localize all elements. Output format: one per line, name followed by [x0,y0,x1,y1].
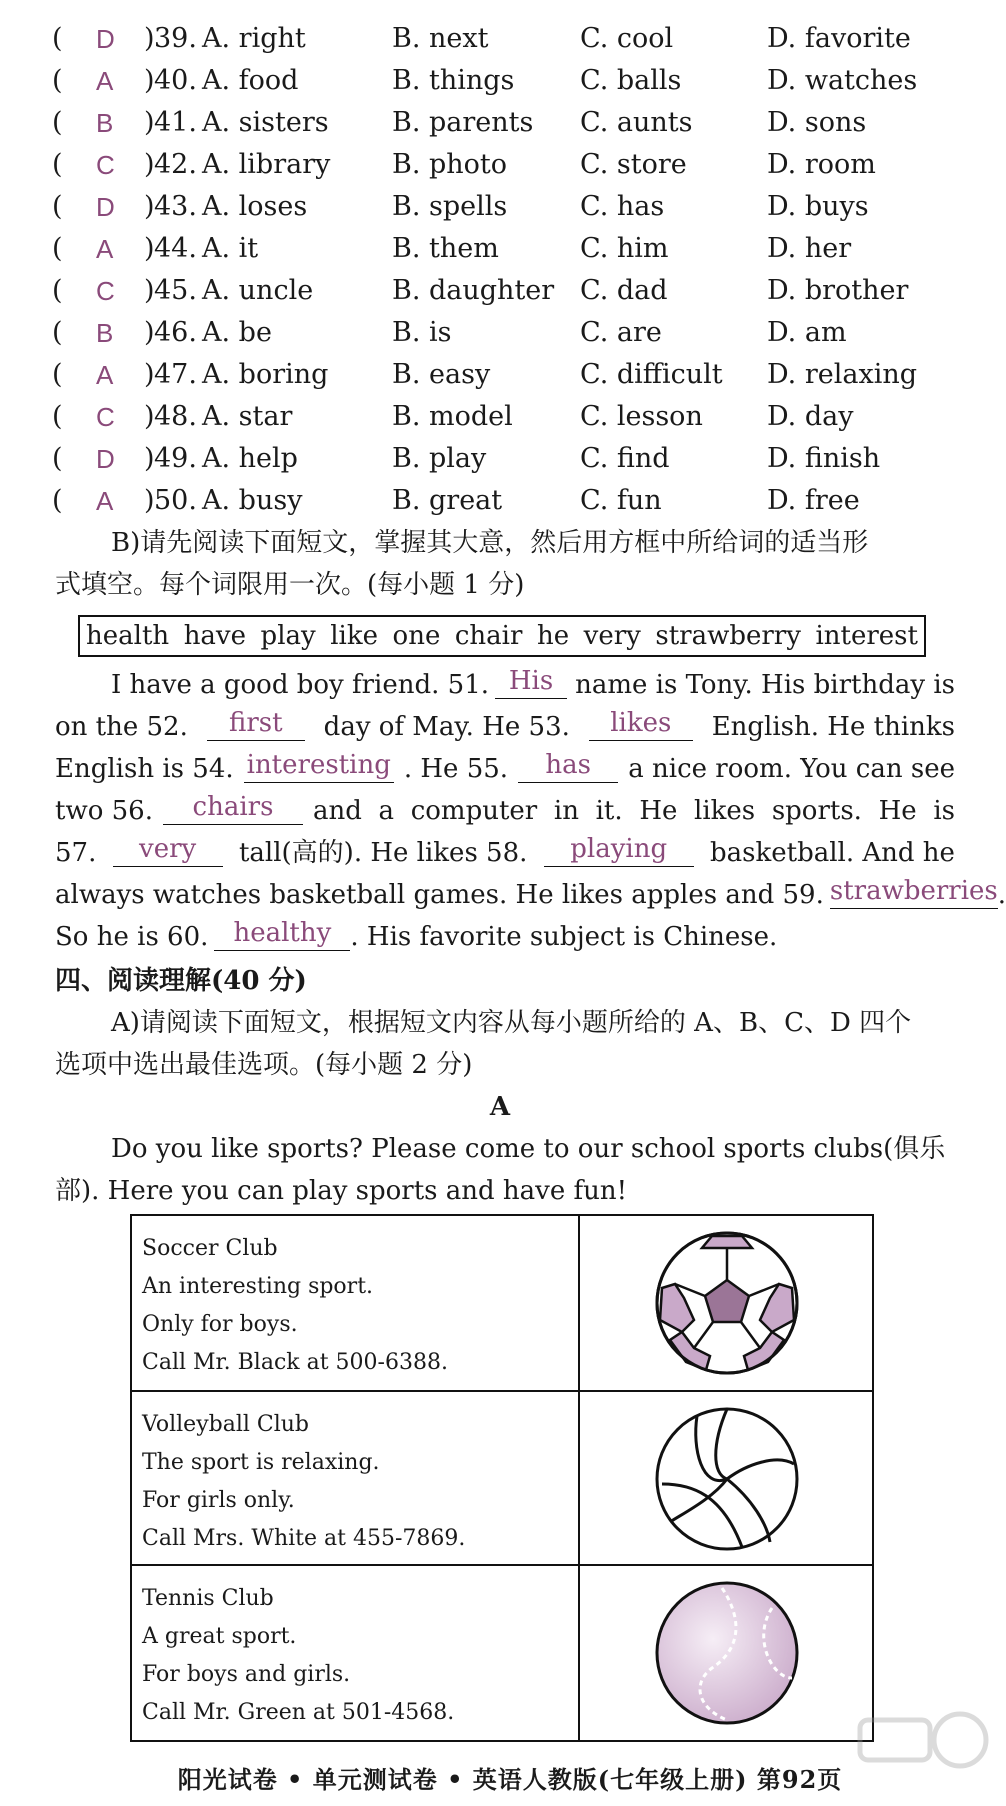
option-b: B. them [392,233,499,264]
option-a: A. library [202,149,331,180]
question-row [52,270,972,312]
question-row [52,144,972,186]
option-d: D. am [767,317,847,348]
question-number: 48. [154,401,197,432]
option-d: D. relaxing [767,359,918,390]
blank-57[interactable]: very [113,832,223,867]
word-box-word: play [260,621,316,651]
club-contact: Call Mr. Black at 500-6388. [142,1350,448,1375]
question-number: 44. [154,233,197,264]
option-b: B. is [392,317,452,348]
option-a: A. boring [202,359,329,390]
passage-letter: A [489,1092,511,1122]
club-name: Soccer Club [142,1236,278,1261]
paren-close: ) [144,149,155,180]
word-box [78,615,926,657]
word-box-word: chair [454,621,523,651]
passage-text: I have a good boy friend. 51. [111,670,490,700]
word-box-word: strawberry [655,621,801,651]
paren-open: ( [52,359,63,390]
paren-open: ( [52,191,63,222]
club-info [142,1406,562,1558]
blank-54[interactable]: interesting [244,748,394,783]
passage-text: on the 52. [55,712,188,742]
answer-letter[interactable]: C [96,150,115,180]
passage-text: a nice room. You can see [628,754,955,784]
passage-text: tall(高的). He likes 58. [238,838,528,868]
blank-58[interactable]: playing [544,832,694,867]
paren-open: ( [52,233,63,264]
passage-text: . He 55. [403,754,509,784]
answer-letter[interactable]: B [96,108,114,138]
question-row [52,18,972,60]
word-box-word: health [86,621,170,651]
paren-open: ( [52,149,63,180]
intro-line1: Do you like sports? Please come to our school sports clubs(俱乐 [111,1134,946,1164]
answer-letter[interactable]: A [96,66,114,96]
watermark-logo-icon [850,1700,990,1800]
paren-close: ) [144,233,155,264]
passage-intro [55,1128,955,1212]
section-four-line2: 选项中选出最佳选项。(每小题 2 分) [55,1050,473,1080]
question-number: 42. [154,149,197,180]
answer-letter[interactable]: A [96,234,114,264]
passage-text: basketball. And he [710,838,955,868]
section-four-title: 四、阅读理解(40 分) [55,966,307,996]
club-name: Volleyball Club [142,1412,310,1437]
option-b: B. model [392,401,513,432]
option-b: B. photo [392,149,508,180]
question-row [52,438,972,480]
section-b-instructions [55,522,955,606]
question-number: 47. [154,359,197,390]
word-box-word: he [536,621,570,651]
answer-letter[interactable]: A [96,360,114,390]
blank-51[interactable]: His [495,664,567,699]
option-b: B. spells [392,191,508,222]
intro-line2: 部). Here you can play sports and have fun! [55,1176,628,1206]
option-b: B. next [392,23,489,54]
option-c: C. him [580,233,669,264]
option-a: A. it [202,233,259,264]
paren-close: ) [144,23,155,54]
clubs-table [130,1214,874,1742]
volleyball-icon [652,1404,802,1554]
option-b: B. parents [392,107,534,138]
passage-text: name is Tony. His birthday is [575,670,955,700]
paren-open: ( [52,485,63,516]
passage-text: English. He thinks [711,712,955,742]
question-row [52,228,972,270]
question-row [52,60,972,102]
word-box-word: one [392,621,441,651]
blank-56[interactable]: chairs [163,790,303,825]
passage-text: 57. [55,838,97,868]
question-number: 41. [154,107,197,138]
answer-letter[interactable]: D [96,192,115,222]
answer-letter[interactable]: A [96,486,114,516]
blank-55[interactable]: has [518,748,618,783]
option-b: B. things [392,65,515,96]
option-c: C. are [580,317,662,348]
question-row [52,480,972,522]
option-c: C. find [580,443,670,474]
option-d: D. finish [767,443,881,474]
paren-open: ( [52,317,63,348]
option-a: A. help [202,443,298,474]
word-box-word: very [583,621,641,651]
club-eligibility: For girls only. [142,1488,295,1513]
paren-open: ( [52,23,63,54]
option-d: D. day [767,401,854,432]
answer-letter[interactable]: C [96,276,115,306]
option-d: D. her [767,233,852,264]
club-name: Tennis Club [142,1586,274,1611]
paren-close: ) [144,317,155,348]
paren-open: ( [52,275,63,306]
club-eligibility: For boys and girls. [142,1662,351,1687]
option-a: A. uncle [202,275,314,306]
passage-text: So he is 60. [55,922,209,952]
option-c: C. balls [580,65,682,96]
option-a: A. be [202,317,272,348]
club-info [142,1580,562,1732]
multiple-choice-list [52,18,972,522]
blank-53[interactable]: likes [589,706,693,741]
option-c: C. difficult [580,359,723,390]
option-a: A. right [202,23,306,54]
paren-close: ) [144,107,155,138]
cloze-passage [55,664,1006,958]
club-info [142,1230,562,1382]
option-a: A. sisters [202,107,329,138]
option-a: A. busy [202,485,303,516]
option-c: C. aunts [580,107,693,138]
club-row-tennis [132,1564,872,1740]
option-c: C. dad [580,275,668,306]
paren-close: ) [144,359,155,390]
passage-text: and a computer in it. He likes sports. He is [312,796,955,826]
option-c: C. lesson [580,401,703,432]
option-c: C. cool [580,23,674,54]
club-description: An interesting sport. [142,1274,374,1299]
question-number: 46. [154,317,197,348]
section-b-line1: B)请先阅读下面短文，掌握其大意，然后用方框中所给词的适当形 [111,528,869,558]
option-a: A. food [202,65,299,96]
paren-close: ) [144,65,155,96]
tennis-ball-icon [652,1578,802,1728]
answer-letter[interactable]: D [96,444,115,474]
section-b-line2: 式填空。每个词限用一次。(每小题 1 分) [55,570,525,600]
question-row [52,102,972,144]
paren-open: ( [52,401,63,432]
option-d: D. watches [767,65,918,96]
soccer-ball-icon [652,1228,802,1378]
option-c: C. fun [580,485,662,516]
passage-text: . [997,880,1006,910]
option-d: D. favorite [767,23,911,54]
option-d: D. buys [767,191,869,222]
paren-open: ( [52,107,63,138]
question-number: 50. [154,485,197,516]
question-number: 43. [154,191,197,222]
option-b: B. play [392,443,487,474]
word-box-word: like [330,621,379,651]
word-box-word: have [183,621,247,651]
passage-text: two 56. [55,796,153,826]
question-number: 49. [154,443,197,474]
paren-close: ) [144,401,155,432]
blank-59[interactable]: strawberries [830,874,998,909]
question-number: 45. [154,275,197,306]
club-eligibility: Only for boys. [142,1312,298,1337]
club-description: A great sport. [142,1624,297,1649]
passage-text: . His favorite subject is Chinese. [350,922,778,952]
question-row [52,186,972,228]
option-a: A. star [202,401,293,432]
question-row [52,354,972,396]
option-a: A. loses [202,191,308,222]
blank-52[interactable]: first [207,706,305,741]
section-four-instructions [55,1002,955,1086]
paren-close: ) [144,275,155,306]
option-d: D. free [767,485,860,516]
club-row-soccer [132,1216,872,1390]
passage-text: day of May. He 53. [323,712,570,742]
club-description: The sport is relaxing. [142,1450,380,1475]
answer-letter[interactable]: C [96,402,115,432]
option-b: B. great [392,485,503,516]
question-row [52,396,972,438]
passage-text: English is 54. [55,754,234,784]
paren-close: ) [144,191,155,222]
option-d: D. sons [767,107,867,138]
club-contact: Call Mrs. White at 455-7869. [142,1526,466,1551]
answer-letter[interactable]: D [96,24,115,54]
question-row [52,312,972,354]
passage-text: always watches basketball games. He likes apples and 59. [55,880,824,910]
option-b: B. easy [392,359,491,390]
paren-close: ) [144,485,155,516]
paren-open: ( [52,65,63,96]
option-d: D. brother [767,275,909,306]
option-b: B. daughter [392,275,555,306]
option-c: C. store [580,149,687,180]
paren-open: ( [52,443,63,474]
answer-letter[interactable]: B [96,318,114,348]
paren-close: ) [144,443,155,474]
question-number: 39. [154,23,197,54]
section-four-line1: A)请阅读下面短文，根据短文内容从每小题所给的 A、B、C、D 四个 [111,1008,912,1038]
word-box-word: interest [815,621,918,651]
blank-60[interactable]: healthy [214,916,350,951]
club-row-volleyball [132,1390,872,1566]
option-c: C. has [580,191,665,222]
club-contact: Call Mr. Green at 501-4568. [142,1700,455,1725]
option-d: D. room [767,149,876,180]
question-number: 40. [154,65,197,96]
page-footer: 阳光试卷 • 单元测试卷 • 英语人教版(七年级上册) 第92页 [177,1765,843,1794]
